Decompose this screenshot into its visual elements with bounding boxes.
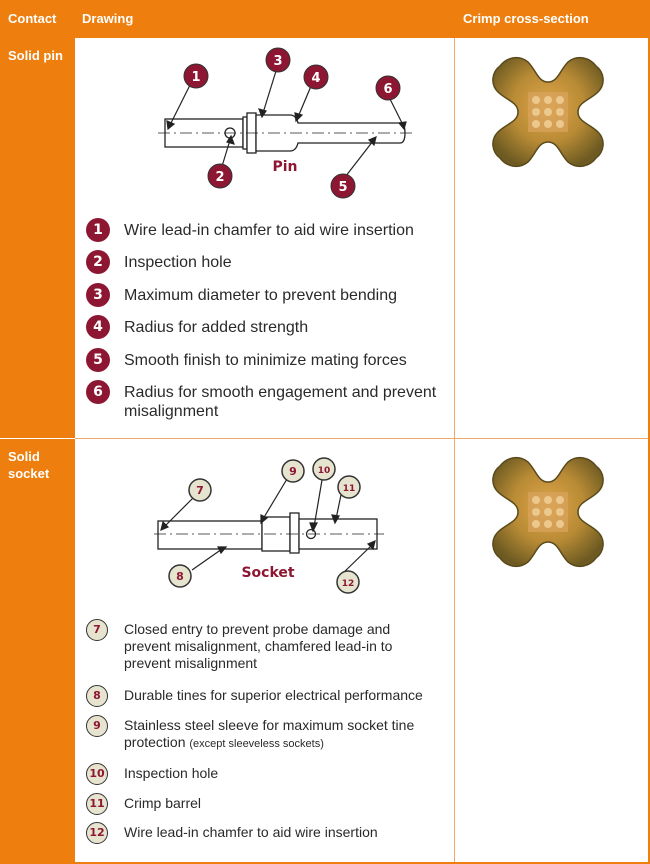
- label-divider: [0, 438, 75, 439]
- legend-badge: 2: [86, 250, 110, 274]
- socket-collar: [290, 513, 299, 553]
- legend-text-block: [124, 717, 444, 753]
- legend-text: Stainless steel sleeve for maximum socket tine protection: [124, 717, 415, 750]
- legend-text: Wire lead-in chamfer to aid wire insertion: [124, 222, 414, 239]
- pin-callout-3-label: 3: [273, 54, 283, 69]
- pin-callout-1-label: 1: [191, 70, 201, 85]
- legend-badge: 4: [86, 315, 110, 339]
- socket-crimp-cross-section: [486, 450, 610, 574]
- legend-badge: 3: [86, 283, 110, 307]
- legend-text: Durable tines for superior electrical performance: [124, 687, 423, 703]
- legend-text: Radius for smooth engagement and prevent misalignment: [124, 384, 437, 420]
- legend-text: Radius for added strength: [124, 319, 309, 336]
- legend-text: Smooth finish to minimize mating forces: [124, 352, 407, 369]
- header-drawing: Drawing: [82, 11, 134, 26]
- legend-badge: 10: [86, 763, 108, 785]
- pin-drawing: [150, 45, 430, 200]
- header-crimp: Crimp cross-section: [463, 11, 589, 26]
- pin-drawing-label: Pin: [272, 159, 298, 175]
- legend-text: Maximum diameter to prevent bending: [124, 287, 398, 304]
- socket-callout-10-label: 10: [317, 466, 331, 476]
- row-label-cell-socket: [0, 439, 75, 864]
- socket-callout-9-label: 9: [289, 465, 297, 478]
- legend-text: Inspection hole: [124, 254, 232, 271]
- table-header: [0, 0, 650, 38]
- legend-badge: 5: [86, 348, 110, 372]
- pin-callout-2-label: 2: [215, 170, 225, 185]
- legend-badge: 1: [86, 218, 110, 242]
- row-label-pin: Solid pin: [8, 48, 63, 63]
- pin-callout-4-label: 4: [311, 71, 321, 86]
- socket-callout-8-label: 8: [176, 570, 184, 583]
- row-label-socket: Solid socket: [8, 449, 50, 481]
- socket-tines: [158, 521, 262, 549]
- socket-callout-12-label: 12: [341, 579, 355, 589]
- column-divider: [454, 38, 455, 864]
- socket-drawing-label: Socket: [241, 565, 295, 581]
- legend-badge: 7: [86, 619, 108, 641]
- legend-badge: 8: [86, 685, 108, 707]
- row-label-cell-pin: [0, 38, 75, 438]
- legend-text: Wire lead-in chamfer to aid wire insertion: [124, 824, 378, 840]
- crimp-strands: [532, 496, 564, 528]
- legend-badge: 6: [86, 380, 110, 404]
- legend-note: (except sleeveless sockets): [189, 738, 324, 750]
- socket-drawing: [150, 455, 400, 605]
- legend-badge: 9: [86, 715, 108, 737]
- socket-callout-11-label: 11: [342, 484, 356, 494]
- pin-crimp-cross-section: [486, 50, 610, 174]
- crimp-strands: [532, 96, 564, 128]
- row-divider: [75, 438, 650, 439]
- pin-callout-5-label: 5: [338, 180, 348, 195]
- legend-badge: 11: [86, 793, 108, 815]
- legend-badge: 12: [86, 822, 108, 844]
- header-contact: Contact: [8, 11, 57, 26]
- legend-text: Closed entry to prevent probe damage and prevent misalignment, chamfered lead-in to prevent misalignment: [124, 621, 393, 671]
- legend-text: Inspection hole: [124, 765, 219, 781]
- pin-callout-6-label: 6: [383, 82, 393, 97]
- legend-text: Crimp barrel: [124, 795, 202, 811]
- socket-callout-7-label: 7: [196, 484, 204, 497]
